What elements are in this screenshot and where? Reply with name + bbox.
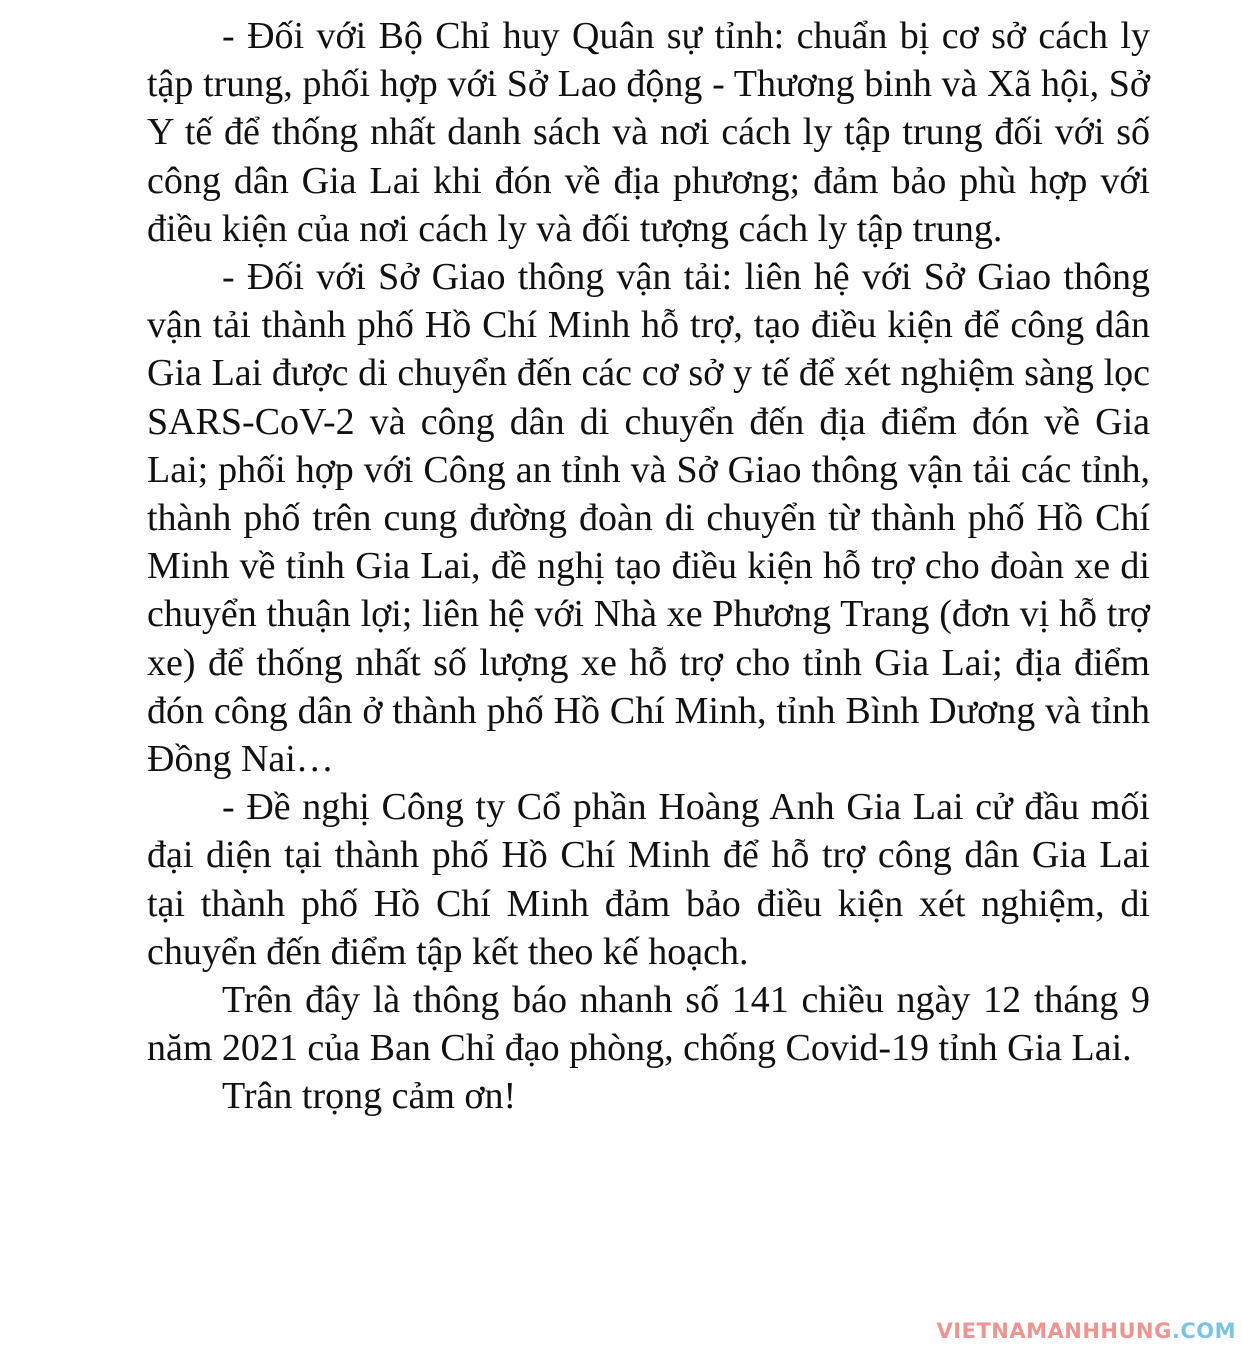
document-body — [147, 12, 1150, 1121]
watermark-part-2: ANHHUNG — [1047, 1319, 1172, 1343]
paragraph-summary: Trên đây là thông báo nhanh số 141 chiều ngày 12 tháng 9 năm 2021 của Ban Chỉ đạo phòng, chống Covid-19 tỉnh Gia Lai. — [147, 979, 1150, 1070]
watermark-part-1: VIETNAM — [936, 1319, 1048, 1343]
paragraph-transport-department: - Đối với Sở Giao thông vận tải: liên hệ với Sở Giao thông vận tải thành phố Hồ Chí Minh hỗ trợ, tạo điều kiện để công dân Gia Lai được di chuyển đến các cơ sở y tế để xét nghiệm sàng lọc SARS-CoV-2 và công dân di chuyển đến địa điểm đón về Gia Lai; phối hợp với Công an tỉnh và Sở Giao thông vận tải các tỉnh, thành phố trên cung đường đoàn di chuyển từ thành phố Hồ Chí Minh về tỉnh Gia Lai, đề nghị tạo điều kiện hỗ trợ cho đoàn xe di chuyển thuận lợi; liên hệ với Nhà xe Phương Trang (đơn vị hỗ trợ xe) để thống nhất số lượng xe hỗ trợ cho tỉnh Gia Lai; địa điểm đón công dân ở thành phố Hồ Chí Minh, tỉnh Bình Dương và tỉnh Đồng Nai… — [147, 256, 1150, 781]
paragraph-military-command: - Đối với Bộ Chỉ huy Quân sự tỉnh: chuẩn bị cơ sở cách ly tập trung, phối hợp với Sở Lao động - Thương binh và Xã hội, Sở Y tế để thống nhất danh sách và nơi cách ly tập trung đối với số công dân Gia Lai khi đón về địa phương; đảm bảo phù hợp với điều kiện của nơi cách ly và đối tượng cách ly tập trung. — [147, 15, 1150, 250]
watermark-part-3: .COM — [1171, 1319, 1236, 1343]
paragraph-closing: Trân trọng cảm ơn! — [222, 1075, 517, 1118]
watermark — [937, 1318, 1236, 1344]
paragraph-hagl-company: - Đề nghị Công ty Cổ phần Hoàng Anh Gia Lai cử đầu mối đại diện tại thành phố Hồ Chí Minh để hỗ trợ công dân Gia Lai tại thành phố Hồ Chí Minh đảm bảo điều kiện xét nghiệm, di chuyển đến điểm tập kết theo kế hoạch. — [147, 786, 1150, 973]
